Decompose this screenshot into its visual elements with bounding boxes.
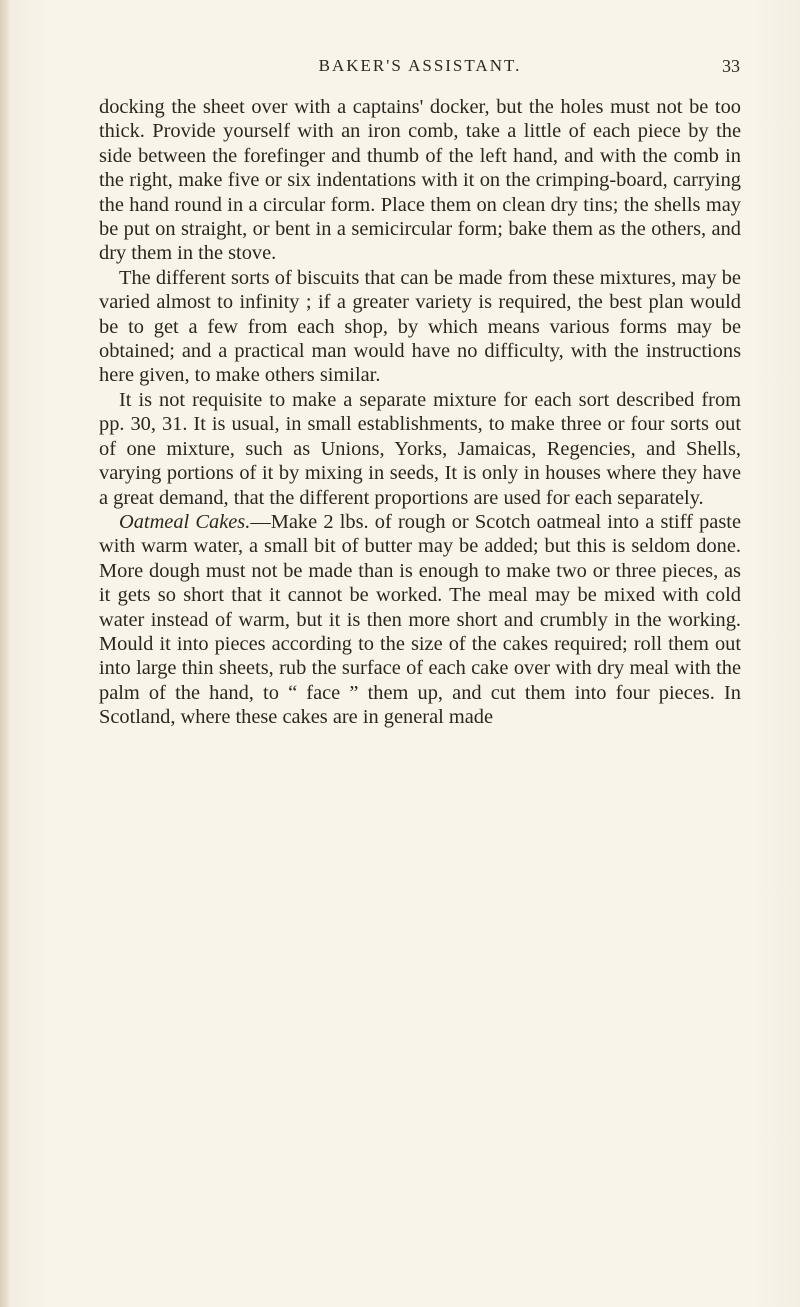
paragraph-text: —Make 2 lbs. of rough or Scotch oatmeal into a stiff paste with warm water, a small bit of butter may be added; but this is seldom done. More dough must not be made than is enough to make two or three pieces, as it gets so short that it cannot be worked. The meal may be mixed with cold water instead of warm, but it is then more short and crumbly in the working. Mould it into pieces according to the size of the cakes required; roll them out into large thin sheets, rub the surface of each cake over with dry meal with the palm of the hand, to “ face ” them up, and cut them into four pieces. In Scotland, where these cakes are in general made	[99, 510, 742, 729]
paragraph-text: docking the sheet over with a captains' docker, but the holes must not be too thick. Provide yourself with an iron comb, take a little of each piece by the side between the forefinger and thumb of the left hand, and with the comb in the right, make five or six indentations with it on the crimping-board, carrying the hand round in a circular form. Place them on clean dry tins; the shells may be put on straight, or bent in a semicircular form; bake them as the others, and dry them in the stove.	[99, 96, 741, 265]
page-number: 33	[722, 56, 740, 76]
paragraph-oatmeal-cakes	[99, 510, 741, 730]
paragraph-text: The different sorts of biscuits that can be made from these mixtures, may be varied almost to infinity ; if a greater variety is required, the best plan would be to get a few from each shop, by which means various forms may be obtained; and a practical man would have no difficulty, with the instructions here given, to make others similar.	[99, 266, 741, 387]
page-spine-shadow	[0, 0, 9, 1307]
paragraph-mixtures	[99, 388, 741, 510]
paragraph-text: It is not requisite to make a separate mixture for each sort described from pp. 30, 31. It is usual, in small establishments, to make three or four sorts out of one mixture, such as Unions, Yorks, Jamaicas, Regencies, and Shells, varying portions of it by mixing in seeds, It is only in houses where they have a great demand, that the different proportions are used for each separately.	[99, 388, 741, 509]
running-head	[100, 56, 740, 82]
paragraph-docking	[99, 95, 741, 266]
body-text	[99, 95, 741, 730]
paragraph-biscuit-varieties	[99, 266, 741, 388]
running-head-title: BAKER'S ASSISTANT.	[318, 56, 522, 75]
section-heading-oatmeal-cakes: Oatmeal Cakes.	[119, 510, 251, 533]
